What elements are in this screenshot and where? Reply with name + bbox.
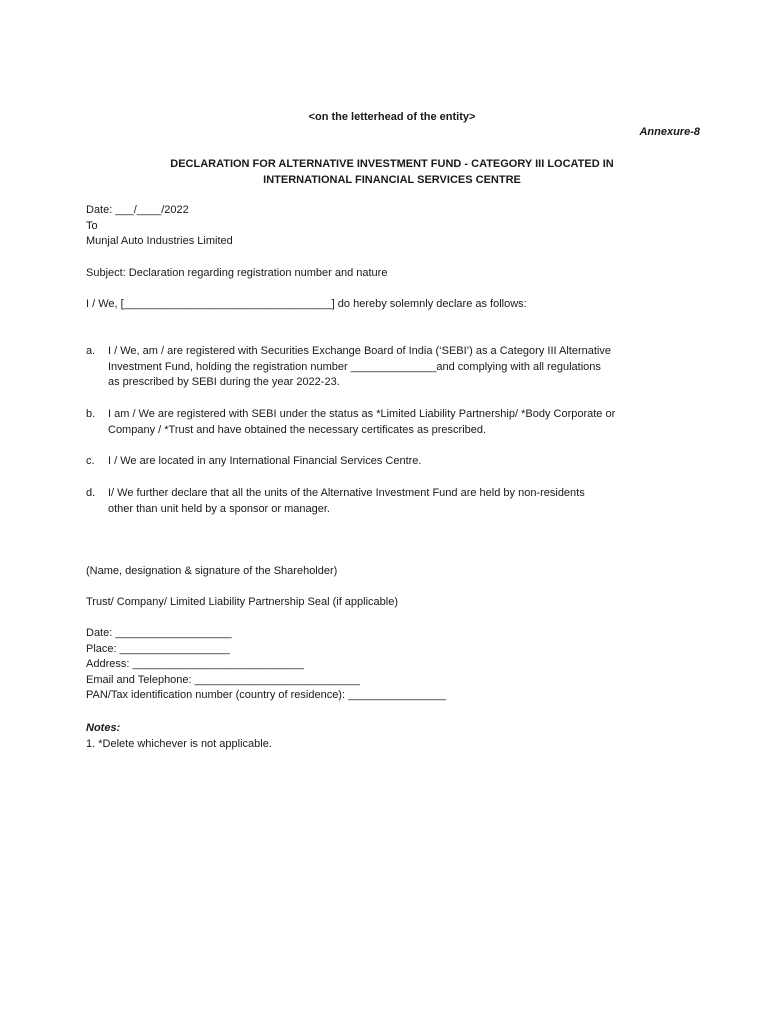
annexure-label: Annexure-8 [639,126,700,138]
list-item-text [108,407,706,438]
list-item-line: other than unit held by a sponsor or manager. [108,502,330,515]
list-item-label: c. [86,455,95,467]
list-item-line: Investment Fund, holding the registration number ______________and complying with all regulations [108,360,601,373]
address-block [86,203,233,250]
date-line: Date: ___/____/2022 [86,204,189,216]
details-fields [86,626,446,704]
list-item-label: d. [86,487,96,499]
list-item-line: Company / *Trust and have obtained the necessary certificates as prescribed. [108,423,487,436]
heading-line-1: DECLARATION FOR ALTERNATIVE INVESTMENT FUND - CATEGORY III LOCATED IN [170,158,614,170]
company-name: Munjal Auto Industries Limited [86,235,233,248]
heading-line-2: INTERNATIONAL FINANCIAL SERVICES CENTRE [263,174,521,186]
list-item-text [108,486,706,517]
field-address: Address: ____________________________ [86,658,304,671]
list-item-line: I / We are located in any International Financial Services Centre. [108,455,422,467]
intro-line: I / We, [__________________________________] do hereby solemnly declare as follows: [86,298,527,310]
list-item-text [108,344,706,391]
list-item-line: as prescribed by SEBI during the year 2022-23. [108,376,340,389]
to-line: To [86,219,98,232]
list-item-label: a. [86,345,96,357]
list-item-line: I am / We are registered with SEBI under the status as *Limited Liability Partnership/ *Body Corporate or [108,408,616,420]
notes-heading: Notes: [86,722,121,734]
signature-line: (Name, designation & signature of the Shareholder) [86,565,338,577]
note-item: 1. *Delete whichever is not applicable. [86,737,272,750]
list-item-line: I / We, am / are registered with Securities Exchange Board of India (‘SEBI’) as a Category III Alternative [108,345,611,357]
letterhead-note: <on the letterhead of the entity> [308,111,476,123]
list-item-label: b. [86,408,96,420]
subject-line: Subject: Declaration regarding registration number and nature [86,267,388,279]
document-heading [0,156,770,188]
field-email-telephone: Email and Telephone: ___________________________ [86,673,360,686]
notes-section [86,721,272,752]
list-item-text [108,454,706,470]
seal-line: Trust/ Company/ Limited Liability Partnership Seal (if applicable) [86,596,399,608]
field-pan: PAN/Tax identification number (country of residence): ________________ [86,689,446,702]
field-place: Place: __________________ [86,642,230,655]
list-item-line: I/ We further declare that all the units of the Alternative Investment Fund are held by non-residents [108,487,585,499]
field-date: Date: ___________________ [86,627,232,639]
